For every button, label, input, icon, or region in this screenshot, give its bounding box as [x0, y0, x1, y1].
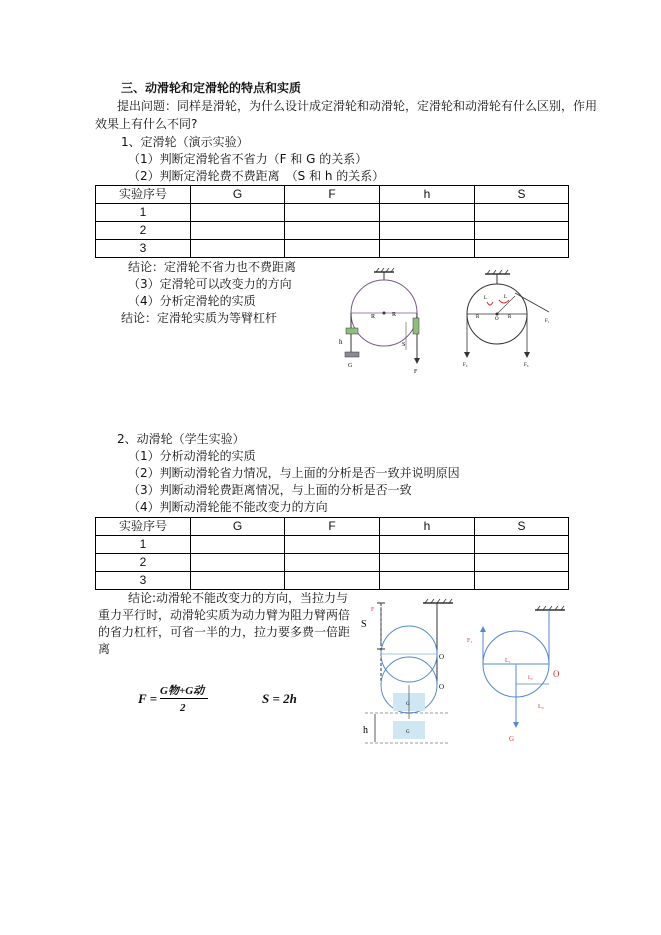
- fig1-label-g: G: [348, 363, 353, 369]
- table-header-cell: S: [475, 518, 569, 536]
- fig2-label-o: O: [495, 317, 499, 322]
- fixed-conclusion-2: （3）定滑轮可以改变力的方向: [128, 277, 292, 291]
- movable-conclusion-line-1: 结论:动滑轮不能改变力的方向，当拉力与: [128, 591, 349, 605]
- table-cell[interactable]: [475, 554, 569, 572]
- fig3-label-g1: G: [406, 702, 410, 707]
- table-cell[interactable]: [380, 204, 475, 222]
- table-cell[interactable]: [475, 222, 569, 240]
- fig1-label-r1: R: [371, 314, 376, 320]
- table-cell[interactable]: [285, 536, 380, 554]
- fig1-label-r2: R: [392, 312, 397, 318]
- table-cell-index: 3: [96, 572, 191, 590]
- movable-pulley-item-3: （3）判断动滑轮费距离情况，与上面的分析是否一致: [128, 483, 412, 497]
- fig3-label-h: h: [363, 725, 368, 736]
- table-header-cell: F: [285, 518, 380, 536]
- fig4-label-f: F₁: [467, 638, 473, 644]
- table-header-cell: 实验序号: [96, 186, 191, 204]
- formula-f-lhs: F =: [138, 691, 158, 706]
- movable-pulley-figure: [355, 597, 455, 747]
- table-cell[interactable]: [285, 572, 380, 590]
- table-cell[interactable]: [191, 204, 285, 222]
- table-cell-index: 2: [96, 554, 191, 572]
- fig4-label-l3: L₂: [538, 704, 544, 710]
- fig1-label-h: h: [339, 338, 343, 346]
- fixed-pulley-figure: [336, 268, 436, 378]
- fig2-label-f1: F₁: [545, 319, 550, 324]
- table-cell[interactable]: [191, 572, 285, 590]
- movable-conclusion-line-2: 重力平行时，动滑轮实质为动力臂为阻力臂两倍: [98, 608, 351, 622]
- movable-conclusion-line-4: 离: [98, 642, 111, 656]
- fixed-conclusion-3: （4）分析定滑轮的实质: [128, 294, 256, 308]
- question-line-1: 提出问题：同样是滑轮，为什么设计成定滑轮和动滑轮，定滑轮和动滑轮有什么区别，作用: [117, 99, 598, 113]
- table-row: [96, 240, 569, 258]
- fig4-label-g: G: [509, 735, 515, 743]
- fixed-pulley-lever-figure: [460, 268, 560, 373]
- table-header-cell: h: [380, 518, 475, 536]
- table-header-cell: F: [285, 186, 380, 204]
- table-cell[interactable]: [191, 536, 285, 554]
- fig2-label-f2: F₂: [463, 363, 468, 368]
- movable-pulley-table: [95, 517, 569, 590]
- table-cell[interactable]: [475, 536, 569, 554]
- fig4-label-l1: L₁: [505, 658, 511, 664]
- table-cell[interactable]: [380, 554, 475, 572]
- table-cell-index: 2: [96, 222, 191, 240]
- fig1-label-f: F: [414, 369, 418, 375]
- section-title: 三、动滑轮和定滑轮的特点和实质: [121, 81, 302, 95]
- table-cell[interactable]: [191, 554, 285, 572]
- table-cell[interactable]: [285, 554, 380, 572]
- movable-pulley-lever-figure: [465, 604, 575, 749]
- table-cell[interactable]: [191, 240, 285, 258]
- fig2-label-f3: F₃: [524, 363, 529, 368]
- fixed-pulley-heading: 1、定滑轮（演示实验）: [121, 135, 249, 149]
- fig2-label-r2: R: [508, 315, 512, 320]
- formula-fraction-bar: [160, 698, 208, 699]
- table-header-row: [96, 186, 569, 204]
- fig3-label-o2: O: [439, 683, 445, 691]
- movable-pulley-heading: 2、动滑轮（学生实验）: [117, 432, 245, 446]
- table-header-cell: 实验序号: [96, 518, 191, 536]
- table-header-cell: S: [475, 186, 569, 204]
- fig3-label-g2: G: [406, 730, 410, 735]
- formula-f-denominator: 2: [180, 702, 186, 714]
- fig4-label-o: O: [553, 669, 560, 679]
- question-line-2: 效果上有什么不同?: [95, 117, 198, 131]
- fig2-label-r1: R: [476, 315, 480, 320]
- table-cell[interactable]: [380, 240, 475, 258]
- table-row: [96, 536, 569, 554]
- table-cell[interactable]: [475, 572, 569, 590]
- table-cell[interactable]: [380, 222, 475, 240]
- table-row: [96, 572, 569, 590]
- table-cell[interactable]: [380, 536, 475, 554]
- fixed-conclusion-4: 结论：定滑轮实质为等臂杠杆: [121, 311, 278, 325]
- movable-conclusion-line-3: 的省力杠杆，可省一半的力，拉力要多费一倍距: [98, 625, 351, 639]
- table-header-row: [96, 518, 569, 536]
- table-cell[interactable]: [475, 240, 569, 258]
- table-cell[interactable]: [285, 204, 380, 222]
- fig3-label-s: S: [361, 619, 367, 630]
- movable-pulley-item-4: （4）判断动滑轮能不能改变力的方向: [128, 500, 328, 514]
- fixed-pulley-table: [95, 185, 569, 258]
- table-cell[interactable]: [191, 222, 285, 240]
- fixed-conclusion-1: 结论：定滑轮不省力也不费距离: [128, 260, 297, 274]
- table-cell[interactable]: [380, 572, 475, 590]
- fig2-label-l1: L: [484, 296, 488, 301]
- table-cell[interactable]: [285, 240, 380, 258]
- fig2-label-l2: L: [504, 295, 508, 300]
- table-cell[interactable]: [475, 204, 569, 222]
- table-cell-index: 3: [96, 240, 191, 258]
- table-cell-index: 1: [96, 204, 191, 222]
- fig3-label-o1: O: [439, 653, 445, 661]
- formula-f-numerator: G物+G动: [160, 685, 205, 697]
- fig3-label-f: F: [371, 607, 375, 613]
- fig1-label-s: S: [402, 342, 406, 348]
- fig4-label-l2: L₂: [528, 676, 533, 681]
- table-header-cell: G: [191, 518, 285, 536]
- movable-pulley-item-1: （1）分析动滑轮的实质: [128, 449, 256, 463]
- movable-pulley-item-2: （2）判断动滑轮省力情况，与上面的分析是否一致并说明原因: [128, 466, 460, 480]
- fixed-pulley-item-1: （1）判断定滑轮省不省力（F 和 G 的关系）: [128, 152, 368, 166]
- fixed-pulley-item-2: （2）判断定滑轮费不费距离 （S 和 h 的关系）: [128, 169, 385, 183]
- table-row: [96, 554, 569, 572]
- table-row: [96, 222, 569, 240]
- table-row: [96, 204, 569, 222]
- table-cell-index: 1: [96, 536, 191, 554]
- formula-s: S = 2h: [262, 691, 297, 706]
- table-cell[interactable]: [285, 222, 380, 240]
- table-header-cell: G: [191, 186, 285, 204]
- table-header-cell: h: [380, 186, 475, 204]
